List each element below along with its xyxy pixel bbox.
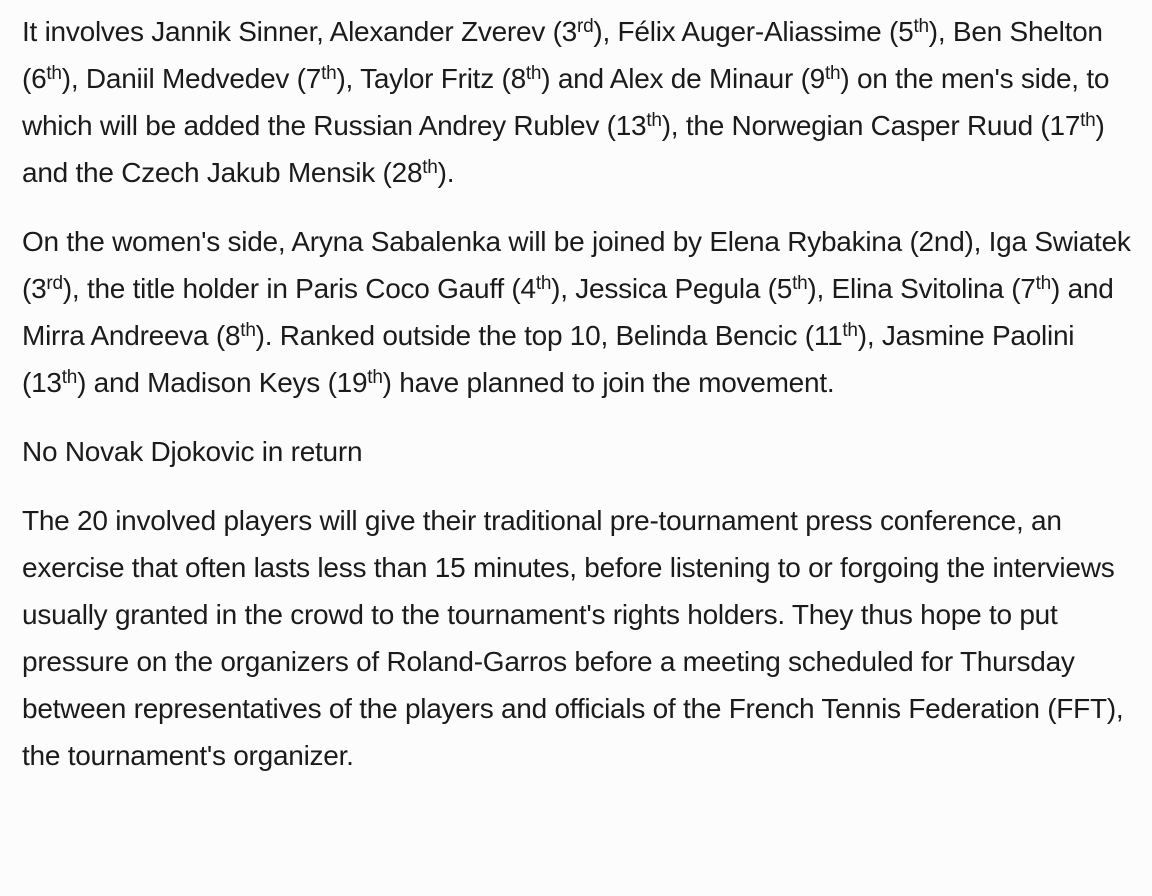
- text-segment: ) and Alex de Minaur (9: [541, 63, 825, 94]
- text-segment: ). Ranked outside the top 10, Belinda Bencic (11: [255, 320, 843, 351]
- section-subheading: No Novak Djokovic in return: [22, 436, 363, 467]
- ordinal-suffix: th: [535, 273, 552, 294]
- ordinal-suffix: th: [367, 367, 383, 388]
- text-segment: ), Taylor Fritz (8: [336, 63, 526, 94]
- ordinal-suffix: th: [321, 63, 337, 84]
- text-segment: ) on the men's side, to which will be added the Russian Andrey Rublev (13: [22, 63, 1110, 141]
- paragraph-men-players: [22, 8, 1132, 196]
- text-segment: ).: [437, 157, 455, 188]
- ordinal-suffix: th: [1080, 110, 1096, 131]
- text-segment: ), Daniil Medvedev (7: [61, 63, 322, 94]
- text-segment: On the women's side, Aryna Sabalenka will be joined by Elena Rybakina (2nd), Iga Swiatek (3: [22, 226, 1131, 304]
- ordinal-suffix: th: [1035, 273, 1051, 294]
- ordinal-suffix: rd: [577, 16, 594, 37]
- text-segment: ), Elina Svitolina (7: [807, 273, 1036, 304]
- text-segment: ), Jessica Pegula (5: [551, 273, 793, 304]
- paragraph-women-players: [22, 218, 1132, 406]
- text-segment: ) and Madison Keys (19: [77, 367, 368, 398]
- text-segment: ), the Norwegian Casper Ruud (17: [661, 110, 1081, 141]
- ordinal-suffix: th: [842, 320, 858, 341]
- ordinal-suffix: th: [792, 273, 808, 294]
- ordinal-suffix: th: [646, 110, 662, 131]
- text-segment: ) have planned to join the movement.: [382, 367, 835, 398]
- ordinal-suffix: rd: [46, 273, 63, 294]
- ordinal-suffix: th: [913, 16, 929, 37]
- text-segment: It involves Jannik Sinner, Alexander Zverev (3: [22, 16, 578, 47]
- text-segment: ) and Mirra Andreeva (8: [22, 273, 1114, 351]
- paragraph-press-conference: The 20 involved players will give their traditional pre-tournament press conference, an exercise that often lasts less than 15 minutes, before listening to or forgoing the interviews usually granted in the crowd to the tournament's rights holders. They thus hope to put pressure on the organizers of Roland-Garros before a meeting scheduled for Thursday between representatives of the players and officials of the French Tennis Federation (FFT), the tournament's organizer.: [22, 505, 1124, 771]
- ordinal-suffix: th: [240, 320, 256, 341]
- ordinal-suffix: th: [525, 63, 542, 84]
- text-segment: ), Jasmine Paolini (13: [22, 320, 1075, 398]
- text-segment: ), the title holder in Paris Coco Gauff (4: [62, 273, 536, 304]
- text-segment: ) and the Czech Jakub Mensik (28: [22, 110, 1105, 188]
- ordinal-suffix: th: [61, 367, 78, 388]
- text-segment: ), Félix Auger-Aliassime (5: [593, 16, 914, 47]
- ordinal-suffix: th: [46, 63, 62, 84]
- ordinal-suffix: th: [422, 157, 438, 178]
- text-segment: ), Ben Shelton (6: [22, 16, 1103, 94]
- ordinal-suffix: th: [825, 63, 841, 84]
